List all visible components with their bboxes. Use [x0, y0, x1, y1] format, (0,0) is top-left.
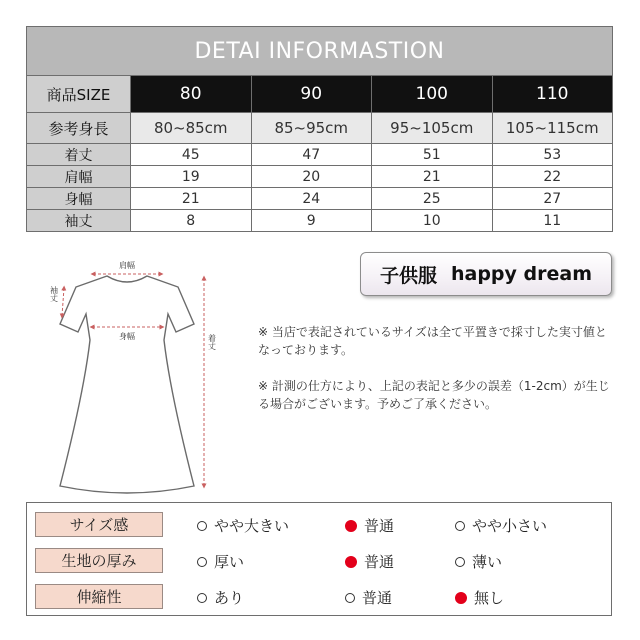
- table-cell: 105~115cm: [492, 113, 613, 144]
- brand-box: [360, 252, 612, 296]
- size-header: 80: [131, 76, 252, 113]
- size-header: 90: [251, 76, 372, 113]
- radio-dot-icon: [197, 521, 207, 531]
- table-cell: 27: [492, 188, 613, 210]
- note-measurement-error: ※ 計測の仕方により、上記の表記と多少の誤差（1-2cm）が生じる場合がございます。予めご了承ください。: [258, 379, 610, 411]
- note-flat-measurement: ※ 当店で表記されているサイズは全て平置きで採寸した実寸値となっております。: [258, 325, 607, 357]
- option-label: やや小さい: [472, 517, 548, 535]
- table-cell: 24: [251, 188, 372, 210]
- attribute-label: 生地の厚み: [35, 548, 163, 573]
- table-cell: 51: [372, 144, 493, 166]
- attribute-label: 伸縮性: [35, 584, 163, 609]
- sleeve-label: 袖丈: [49, 286, 59, 302]
- table-row: [27, 166, 613, 188]
- radio-dot-icon: [345, 520, 357, 532]
- table-row: [27, 113, 613, 144]
- attribute-option: [455, 515, 547, 536]
- table-cell: 25: [372, 188, 493, 210]
- row-label: 身幅: [27, 188, 131, 210]
- option-label: 普通: [364, 517, 395, 535]
- brand-name-jp: 子供服: [379, 264, 437, 287]
- radio-dot-icon: [197, 557, 207, 567]
- table-cell: 21: [131, 188, 252, 210]
- row-label: 肩幅: [27, 166, 131, 188]
- size-header: 100: [372, 76, 493, 113]
- attribute-option: [197, 587, 244, 608]
- table-cell: 47: [251, 144, 372, 166]
- table-cell: 8: [131, 210, 252, 232]
- attribute-option: [455, 551, 502, 572]
- option-label: あり: [214, 589, 245, 607]
- brand-name-en: happy dream: [450, 263, 593, 285]
- radio-dot-icon: [345, 556, 357, 568]
- size-label: 商品SIZE: [27, 76, 131, 113]
- attribute-option: [455, 587, 504, 608]
- shoulder-label: 肩幅: [119, 261, 135, 270]
- table-row: [27, 144, 613, 166]
- table-cell: 80~85cm: [131, 113, 252, 144]
- row-label: 参考身長: [27, 113, 131, 144]
- option-label: 普通: [362, 589, 393, 607]
- attribute-row-stretch: [27, 577, 611, 615]
- attribute-panel: [26, 502, 612, 616]
- radio-dot-icon: [455, 521, 465, 531]
- attribute-row-size-feel: [27, 505, 611, 543]
- attribute-row-thickness: [27, 541, 611, 579]
- table-row: [27, 210, 613, 232]
- table-cell: 53: [492, 144, 613, 166]
- table-cell: 22: [492, 166, 613, 188]
- width-label: 身幅: [119, 332, 135, 341]
- option-label: 無し: [474, 589, 505, 607]
- table-cell: 10: [372, 210, 493, 232]
- radio-dot-icon: [197, 593, 207, 603]
- radio-dot-icon: [345, 593, 355, 603]
- dress-outline: [60, 276, 194, 493]
- option-label: 薄い: [472, 553, 503, 571]
- dress-measurement-diagram: [44, 254, 224, 494]
- attribute-option: [345, 587, 392, 608]
- table-cell: 21: [372, 166, 493, 188]
- option-label: やや大きい: [214, 517, 290, 535]
- row-label: 着丈: [27, 144, 131, 166]
- attribute-option: [197, 551, 244, 572]
- table-cell: 19: [131, 166, 252, 188]
- table-row: [27, 188, 613, 210]
- sleeve-measure-line: [62, 288, 64, 316]
- size-table: [26, 26, 613, 232]
- table-cell: 11: [492, 210, 613, 232]
- radio-dot-icon: [455, 557, 465, 567]
- attribute-option: [345, 551, 394, 572]
- table-title-row: [27, 27, 613, 76]
- table-cell: 20: [251, 166, 372, 188]
- table-cell: 85~95cm: [251, 113, 372, 144]
- attribute-option: [197, 515, 289, 536]
- table-cell: 9: [251, 210, 372, 232]
- radio-dot-icon: [455, 592, 467, 604]
- table-cell: 45: [131, 144, 252, 166]
- option-label: 厚い: [214, 553, 245, 571]
- table-cell: 95~105cm: [372, 113, 493, 144]
- size-header: 110: [492, 76, 613, 113]
- size-header-row: [27, 76, 613, 113]
- table-title: DETAI INFORMASTION: [27, 27, 613, 76]
- length-label: 着丈: [207, 334, 217, 350]
- attribute-label: サイズ感: [35, 512, 163, 537]
- row-label: 袖丈: [27, 210, 131, 232]
- option-label: 普通: [364, 553, 395, 571]
- attribute-option: [345, 515, 394, 536]
